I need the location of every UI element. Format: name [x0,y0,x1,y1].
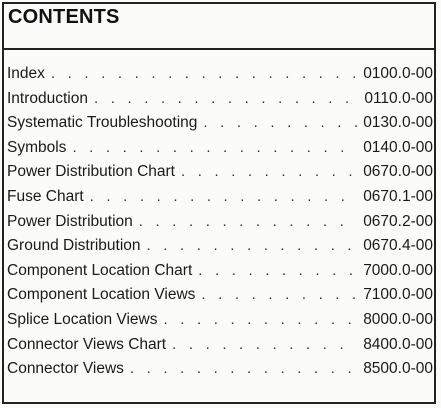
toc-entry-page: 0100.0-00 [363,65,433,82]
dot-leader [51,62,357,87]
toc-entry [7,234,433,259]
dot-leader [201,283,357,308]
toc-entry [7,62,433,87]
toc-entry [7,259,433,284]
toc-entry [7,87,433,112]
toc-entry-label: Connector Views [7,360,124,378]
dot-leader [72,136,357,161]
toc-entry-label: Connector Views Chart [7,335,167,353]
toc-entry-page: 0140.0-00 [363,138,433,156]
dot-leader [147,234,358,259]
toc-entry-label: Power Distribution Chart [7,163,175,181]
toc-entry [7,333,433,358]
toc-entry [7,136,433,161]
toc-entry [7,357,433,382]
toc-entry-label: Fuse Chart [7,187,84,205]
toc-entry [7,308,433,333]
toc-entry-page: 0110.0-00 [364,89,433,107]
dot-leader [139,210,357,235]
toc-entry [7,283,433,308]
toc-entry-page: 7000.0-00 [363,261,433,279]
toc-entry-page: 0670.2-00 [363,212,433,230]
dot-leader [203,111,357,136]
dot-leader [172,333,357,358]
toc-entry-label: Introduction [7,89,88,107]
dot-leader [164,308,358,333]
toc-entry-label: Power Distribution [7,212,133,230]
toc-entry [7,160,433,185]
dot-leader [94,87,358,112]
toc-entry [7,185,433,210]
toc-entry-page: 0670.1-00 [363,187,433,205]
toc-entry-page: 7100.0-00 [363,286,433,304]
toc-entry-label: Component Location Views [7,286,196,304]
toc-entry-page: 0670.0-00 [363,163,433,181]
toc-entry [7,210,433,235]
toc-entry-label: Symbols [7,138,67,156]
dot-leader [198,259,357,284]
toc-entry-page: 8400.0-00 [363,335,433,353]
toc-entry [7,111,433,136]
toc-entry-page: 0130.0-00 [363,114,433,132]
toc-entry-label: Systematic Troubleshooting [7,114,198,132]
toc-entry-label: Component Location Chart [7,261,193,279]
table-of-contents [7,62,433,382]
toc-entry-label: Index [7,65,45,82]
dot-leader [181,160,357,185]
dot-leader [130,357,357,382]
toc-entry-page: 8000.0-00 [363,310,433,328]
toc-entry-page: 0670.4-00 [363,237,433,255]
header-divider [2,48,436,50]
toc-entry-label: Splice Location Views [7,310,158,328]
page-title: CONTENTS [8,6,120,28]
toc-entry-label: Ground Distribution [7,237,141,255]
dot-leader [90,185,358,210]
toc-entry-page: 8500.0-00 [363,360,433,378]
